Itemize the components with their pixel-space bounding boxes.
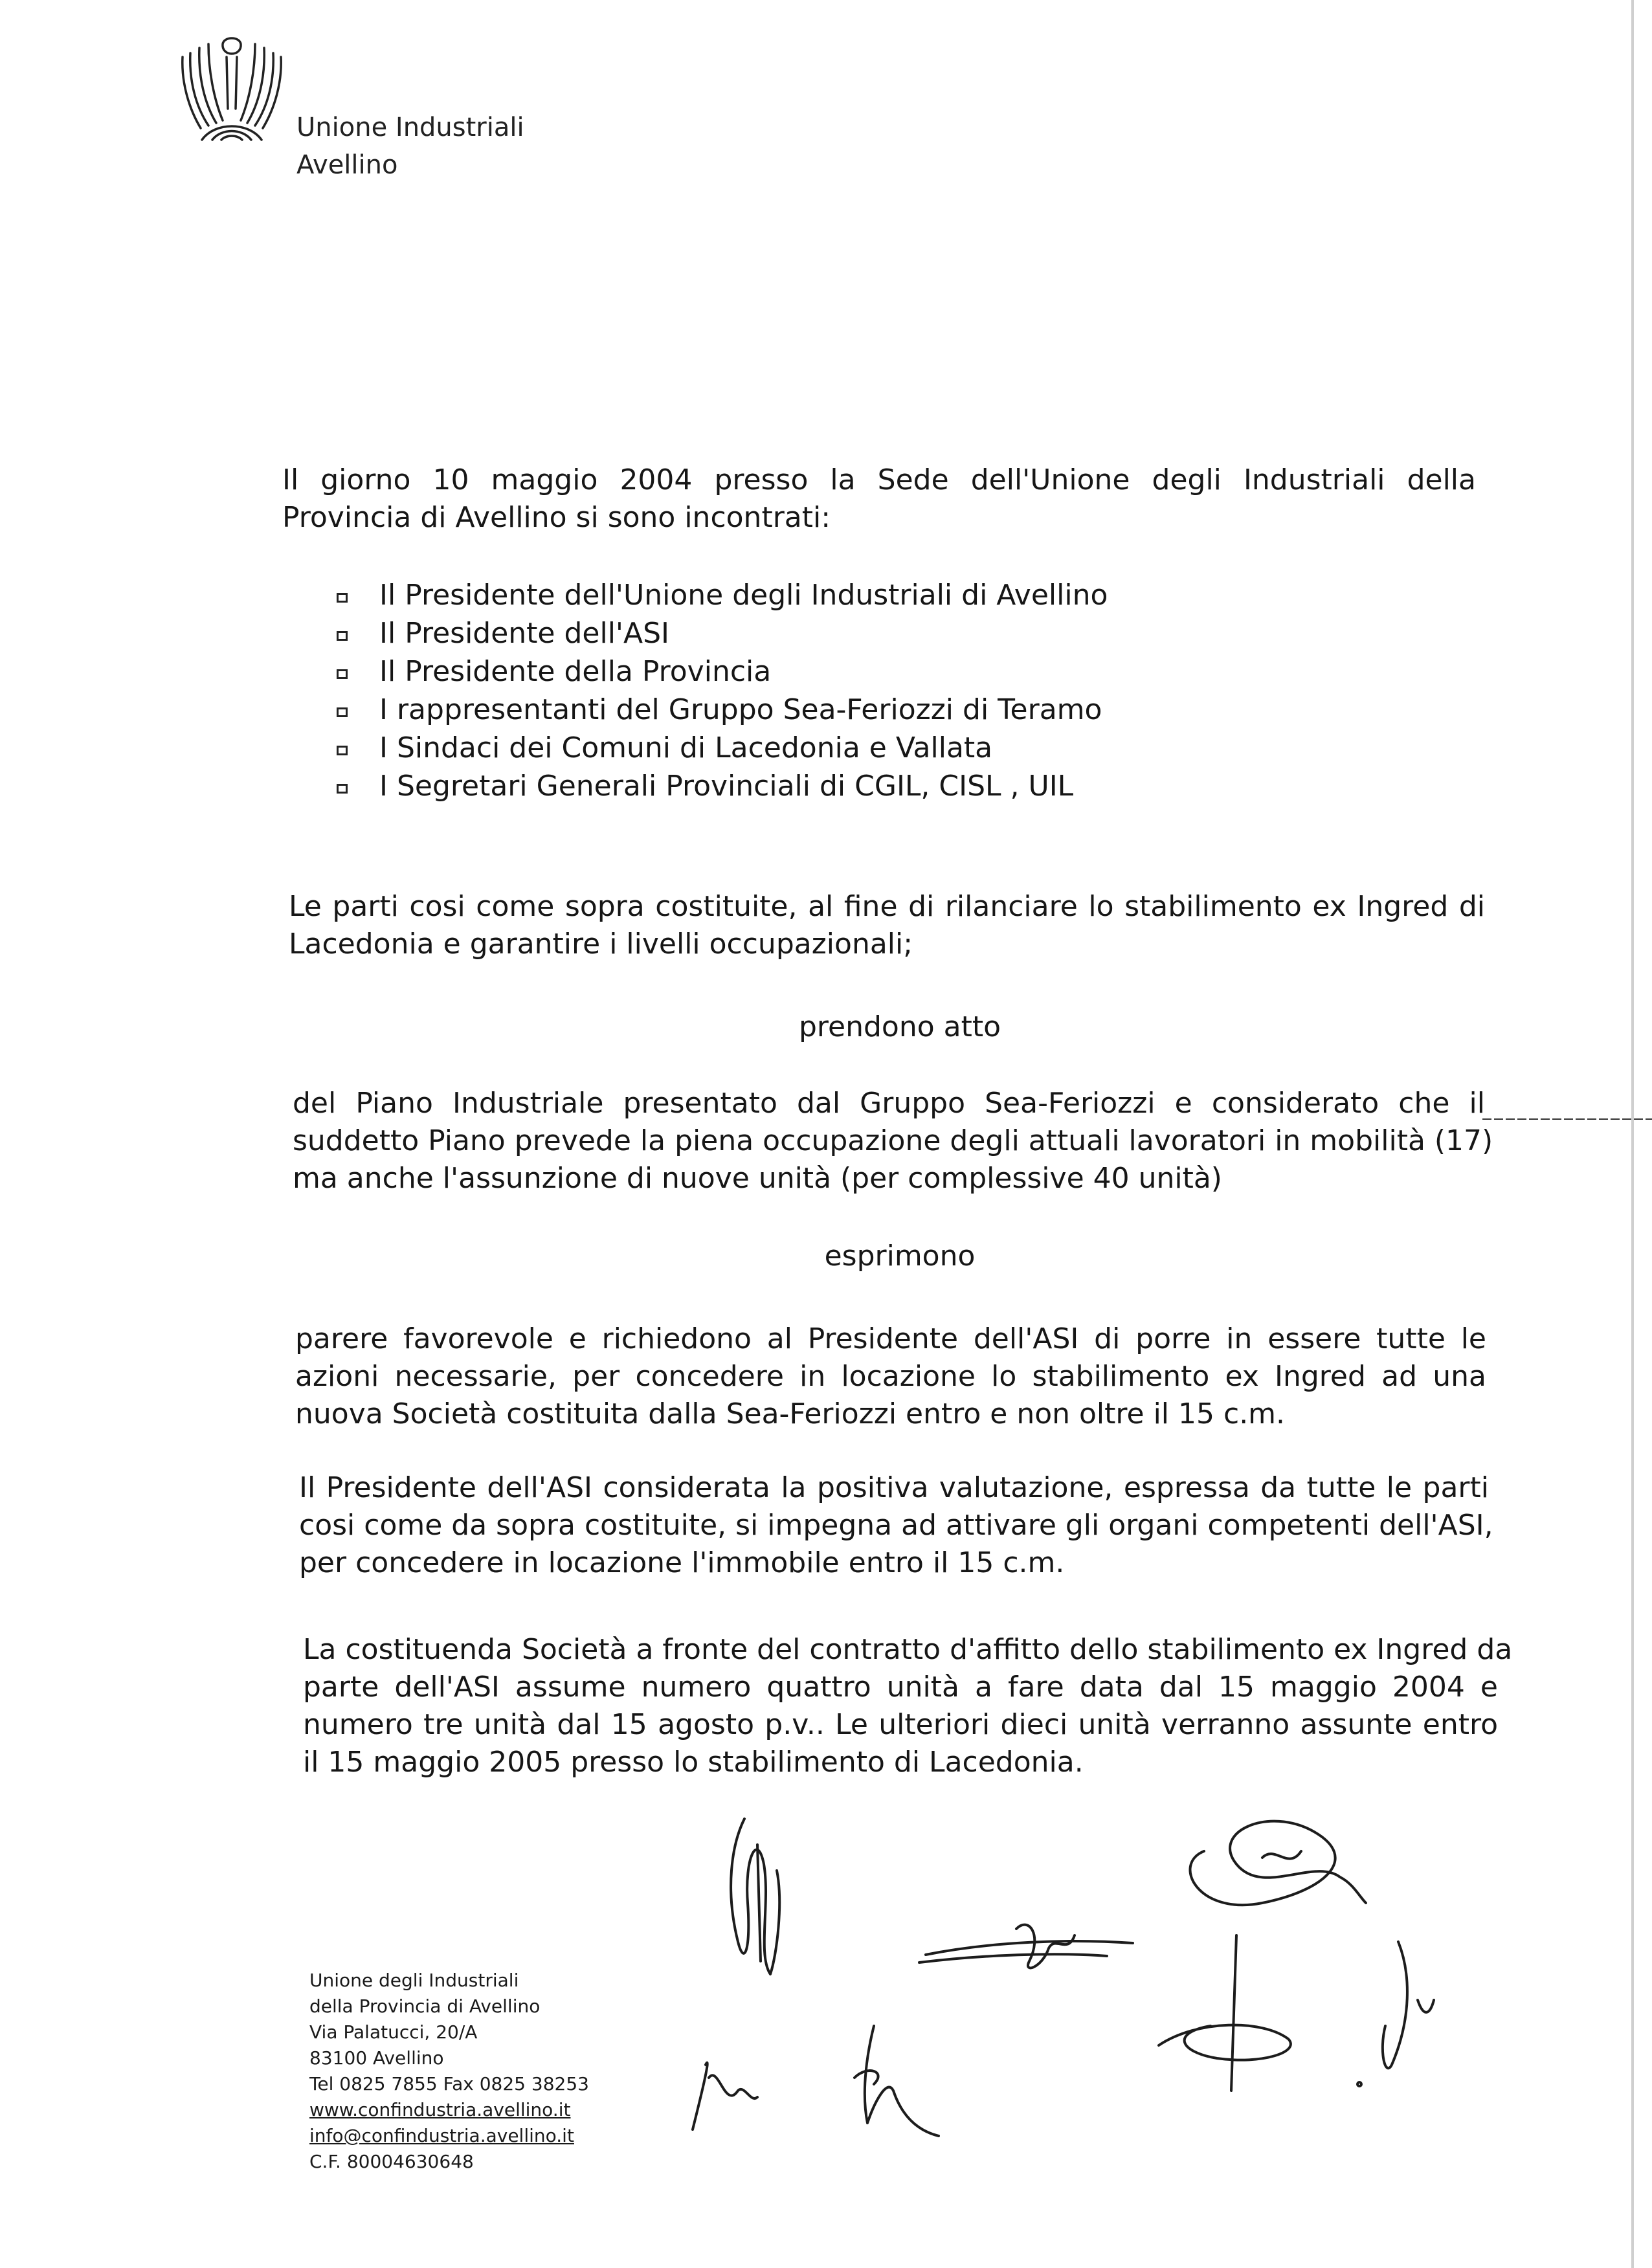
list-item <box>331 652 1238 691</box>
purpose-line: Lacedonia e garantire i livelli occupazionali; <box>289 928 913 961</box>
company-line: il 15 maggio 2005 presso lo stabilimento di Lacedonia. <box>303 1746 1084 1779</box>
attendee-label: Il Presidente della Provincia <box>379 655 772 688</box>
company-line: La costituenda Società a fronte del contratto d'affitto dello stabilimento ex Ingred da <box>303 1633 1513 1666</box>
opinion-paragraph <box>295 1320 1486 1433</box>
attendee-label: I Segretari Generali Provinciali di CGIL, CISL , UIL <box>379 770 1074 803</box>
footer-email-link[interactable]: info@confindustria.avellino.it <box>309 2125 574 2146</box>
footer-city: 83100 Avellino <box>309 2047 444 2069</box>
checkbox-bullet-icon <box>337 669 348 679</box>
checkbox-bullet-icon <box>337 746 348 755</box>
plan-paragraph <box>293 1085 1493 1197</box>
opinion-line: nuova Società costituita dalla Sea-Feriozzi entro e non oltre il 15 c.m. <box>295 1397 1286 1430</box>
asi-line: per concedere in locazione l'immobile entro il 15 c.m. <box>299 1546 1065 1579</box>
footer-tax-code: C.F. 80004630648 <box>309 2151 474 2172</box>
list-item <box>331 691 1238 729</box>
asi-line: cosi come da sopra costituite, si impegna ad attivare gli organi competenti dell'ASI, <box>299 1509 1493 1542</box>
checkbox-bullet-icon <box>337 784 348 794</box>
plan-line: suddetto Piano prevede la piena occupazione degli attuali lavoratori in mobilità (17) <box>293 1124 1493 1157</box>
footer-org-line: della Provincia di Avellino <box>309 1996 541 2017</box>
attendee-label: I rappresentanti del Gruppo Sea-Feriozzi di Teramo <box>379 693 1102 726</box>
attendee-label: Il Presidente dell'ASI <box>379 617 670 650</box>
list-item <box>331 576 1238 614</box>
list-item <box>331 767 1238 805</box>
footer-website-link[interactable]: www.confindustria.avellino.it <box>309 2099 571 2120</box>
footer-org-line: Unione degli Industriali <box>309 1970 519 1991</box>
purpose-paragraph <box>289 888 1485 963</box>
checkbox-bullet-icon <box>337 593 348 603</box>
intro-line: Provincia di Avellino si sono incontrati: <box>282 501 831 534</box>
opinion-line: parere favorevole e richiedono al Presidente dell'ASI di porre in essere tutte le <box>295 1322 1486 1355</box>
company-line: numero tre unità dal 15 agosto p.v.. Le ulteriori dieci unità verranno assunte entro <box>303 1708 1498 1741</box>
checkbox-bullet-icon <box>337 707 348 717</box>
company-paragraph <box>303 1631 1513 1781</box>
attendee-label: I Sindaci dei Comuni di Lacedonia e Vallata <box>379 731 993 764</box>
list-item <box>331 614 1238 652</box>
organization-name <box>296 109 524 184</box>
plan-line: ma anche l'assunzione di nuove unità (per complessive 40 unità) <box>293 1162 1222 1195</box>
asi-line: Il Presidente dell'ASI considerata la positiva valutazione, espressa da tutte le parti <box>299 1471 1489 1504</box>
list-item <box>331 729 1238 767</box>
intro-line: Il giorno 10 maggio 2004 presso la Sede dell'Unione degli Industriali della <box>282 463 1476 496</box>
org-line-1: Unione Industriali <box>296 113 524 142</box>
heading-prendono-atto: prendono atto <box>798 1010 1001 1043</box>
purpose-line: Le parti cosi come sopra costituite, al fine di rilanciare lo stabilimento ex Ingred di <box>289 890 1485 923</box>
attendee-list <box>331 576 1238 805</box>
heading-esprimono: esprimono <box>824 1240 976 1273</box>
scan-artifact-line <box>1482 1117 1652 1121</box>
attendee-label: Il Presidente dell'Unione degli Industriali di Avellino <box>379 579 1108 612</box>
intro-paragraph <box>282 461 1476 537</box>
company-line: parte dell'ASI assume numero quattro unità a fare data dal 15 maggio 2004 e <box>303 1671 1498 1704</box>
checkbox-bullet-icon <box>337 631 348 641</box>
confindustria-eagle-icon <box>176 31 287 145</box>
footer-street: Via Palatucci, 20/A <box>309 2021 478 2043</box>
org-line-2: Avellino <box>296 150 398 180</box>
scan-edge <box>1631 0 1634 2268</box>
opinion-line: azioni necessarie, per concedere in locazione lo stabilimento ex Ingred ad una <box>295 1360 1486 1393</box>
handwritten-signatures <box>680 1806 1482 2168</box>
asi-paragraph <box>299 1469 1493 1582</box>
plan-line: del Piano Industriale presentato dal Gruppo Sea-Feriozzi e considerato che il <box>293 1087 1485 1120</box>
footer-phone: Tel 0825 7855 Fax 0825 38253 <box>309 2073 589 2095</box>
footer-address <box>309 1968 589 2175</box>
